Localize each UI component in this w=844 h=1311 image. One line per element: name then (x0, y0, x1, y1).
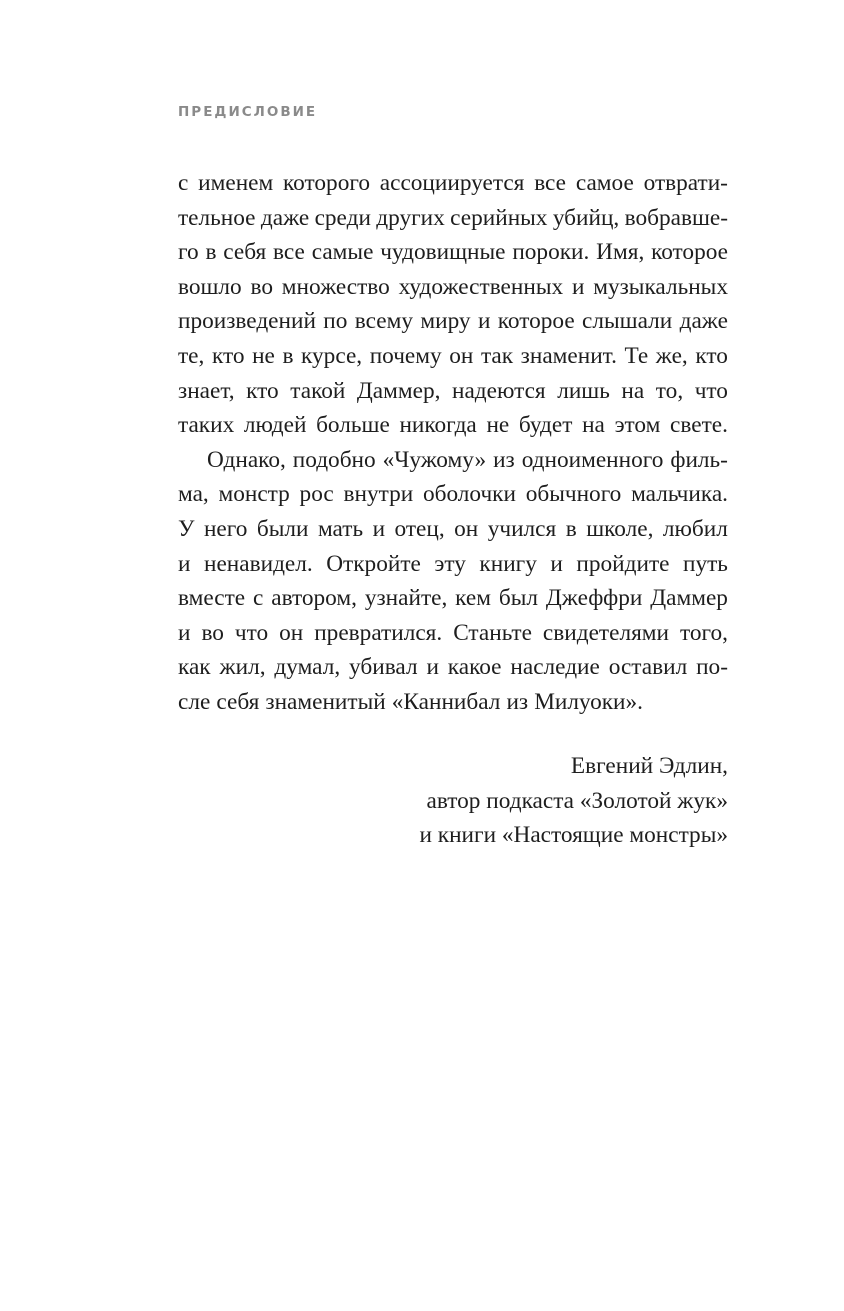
word: что (234, 619, 269, 646)
word: чудовищные (380, 239, 506, 266)
word: одноименного (521, 446, 664, 473)
word: даже (260, 204, 310, 231)
word: лишь (557, 377, 610, 404)
word: себя (223, 239, 267, 266)
word: него (203, 515, 248, 542)
word: людей (243, 412, 307, 439)
word: так (480, 342, 514, 369)
signature (419, 749, 728, 853)
word: монстр (218, 481, 290, 508)
word: филь- (670, 446, 728, 473)
word: слышали (582, 308, 673, 335)
word: школе, (586, 515, 654, 542)
word: любил (662, 515, 728, 542)
word: вобравше- (624, 204, 728, 231)
word: музыкальных (593, 273, 728, 300)
word: мальчика. (631, 481, 728, 508)
word: миру (420, 308, 471, 335)
word: го (178, 239, 199, 266)
word: кем (455, 585, 491, 612)
word: знаменитый (265, 688, 386, 715)
word: учился (487, 515, 557, 542)
word: ма, (178, 481, 209, 508)
word: в (282, 342, 294, 369)
word: произведений (178, 308, 316, 335)
word: во (201, 619, 224, 646)
word: то, (655, 377, 684, 404)
word: которое (497, 308, 575, 335)
word: не (252, 342, 275, 369)
word: ассоциируется (379, 170, 525, 196)
word: такой (290, 377, 346, 404)
word: книгу (479, 550, 537, 577)
word: оболочки (422, 481, 516, 508)
word: Джеффри (545, 585, 643, 612)
word: жил, (219, 654, 266, 681)
word: те, (178, 342, 205, 369)
paragraph-2 (178, 443, 728, 720)
word: с (178, 170, 189, 196)
text-line (178, 201, 728, 236)
signature-author-name: Евгений Эдлин, (570, 753, 728, 779)
word: и (372, 515, 386, 542)
word: пройдите (576, 550, 670, 577)
word: самые (311, 239, 374, 266)
word: подобно (292, 446, 376, 473)
word: курсе, (301, 342, 363, 369)
word: он (279, 619, 304, 646)
word: Однако, (207, 446, 286, 473)
text-line (178, 166, 728, 201)
word: Даммер (650, 585, 728, 612)
word: других (376, 204, 445, 231)
word: убийц, (552, 204, 620, 231)
word: рос (299, 481, 334, 508)
word: Даммер, (356, 377, 441, 404)
word: на (621, 377, 645, 404)
word: думал, (274, 654, 341, 681)
word: автором, (271, 585, 357, 612)
text-line (178, 547, 728, 582)
word: даже (679, 308, 728, 335)
word: он (449, 342, 474, 369)
word: оставил (608, 654, 688, 681)
text-line (178, 304, 728, 339)
word: из (493, 446, 515, 473)
word: Имя, (596, 239, 645, 266)
body-text (178, 166, 728, 720)
paragraph-1 (178, 166, 728, 443)
word: как (178, 654, 211, 681)
word: почему (369, 342, 442, 369)
word: больше (316, 412, 390, 439)
word: путь (682, 550, 728, 577)
word: именем (198, 170, 274, 196)
word: всему (354, 308, 414, 335)
text-line (178, 685, 728, 720)
word: кто (211, 342, 245, 369)
running-head: ПРЕДИСЛОВИЕ (178, 104, 318, 120)
word: отврати- (643, 170, 728, 196)
signature-book: и книги «Настоящие монстры» (419, 822, 728, 849)
word: во (250, 273, 273, 300)
word: кто (695, 342, 728, 369)
text-line (178, 616, 728, 651)
word: в (205, 239, 217, 266)
text-line (178, 581, 728, 616)
word: множество (281, 273, 390, 300)
word: узнайте, (364, 585, 448, 612)
word: самое (575, 170, 634, 196)
word: У (178, 515, 195, 542)
word: не (486, 412, 510, 439)
word: и (571, 273, 585, 300)
text-line (178, 443, 728, 478)
word: из (506, 688, 529, 715)
word: вместе (178, 585, 246, 612)
text-line (178, 408, 728, 443)
text-line (178, 235, 728, 270)
word: среди (314, 204, 371, 231)
word: какое (447, 654, 502, 681)
word: знаменит. (520, 342, 617, 369)
word: свидетелями (542, 619, 669, 646)
word: этом (614, 412, 661, 439)
word: художественных (398, 273, 564, 300)
word: отец, (394, 515, 445, 542)
word: Милуоки». (534, 688, 643, 715)
word: пороки. (512, 239, 590, 266)
word: кто (246, 377, 279, 404)
text-line (178, 477, 728, 512)
word: свете. (670, 412, 728, 439)
word: был (498, 585, 539, 612)
word: будет (518, 412, 573, 439)
word: того, (679, 619, 728, 646)
word: по- (696, 654, 728, 681)
word: были (256, 515, 309, 542)
signature-podcast: автор подкаста «Золотой жук» (426, 787, 728, 814)
word: которого (283, 170, 370, 196)
text-line (178, 512, 728, 547)
word: вошло (178, 273, 242, 300)
word: мать (317, 515, 364, 542)
word: внутри (343, 481, 414, 508)
word: все (273, 239, 305, 266)
word: и (426, 654, 439, 681)
word: в (565, 515, 577, 542)
word: и (477, 308, 491, 335)
word: Те (624, 342, 649, 369)
word: таких (178, 412, 235, 439)
word: «Чужому» (382, 446, 487, 473)
word: и (178, 619, 191, 646)
word: никогда (399, 412, 477, 439)
word: и (550, 550, 563, 577)
text-line (178, 374, 728, 409)
word: Станьте (453, 619, 532, 646)
word: убивал (349, 654, 418, 681)
word: знает, (178, 377, 235, 404)
word: на (582, 412, 605, 439)
word: с (253, 585, 264, 612)
word: наследие (510, 654, 600, 681)
word: по (323, 308, 348, 335)
text-line (178, 650, 728, 685)
word: надеются (452, 377, 546, 404)
word: все (534, 170, 567, 196)
word: эту (434, 550, 466, 577)
word: серийных (450, 204, 548, 231)
word: сле (178, 688, 211, 715)
word: которое (651, 239, 728, 266)
word: что (694, 377, 728, 404)
word: тельное (178, 204, 256, 231)
word: «Каннибал (391, 688, 501, 715)
word: же, (655, 342, 688, 369)
word: превратился. (314, 619, 443, 646)
text-line (178, 339, 728, 374)
word: ненавидел. (203, 550, 313, 577)
word: он (454, 515, 479, 542)
word: и (178, 550, 191, 577)
word: обычного (525, 481, 622, 508)
text-line (178, 270, 728, 305)
word: Откройте (326, 550, 421, 577)
word: себя (216, 688, 260, 715)
